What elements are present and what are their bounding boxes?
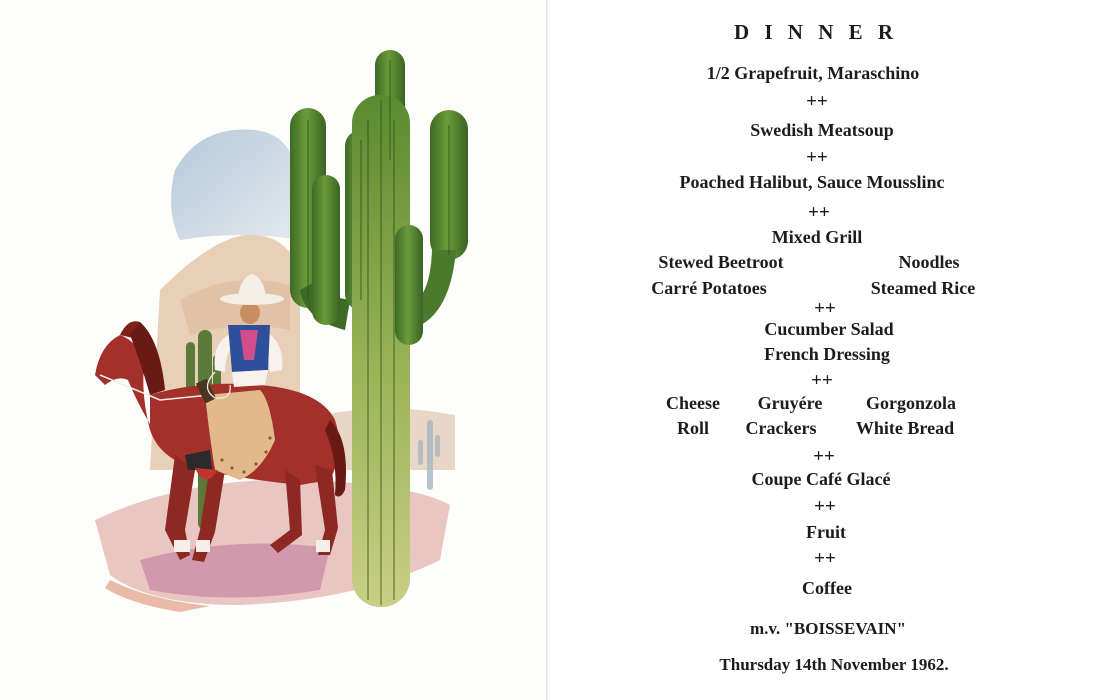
course-separator: ++	[806, 147, 828, 168]
course-separator: ++	[808, 202, 830, 223]
menu-item-main: Mixed Grill	[771, 227, 863, 247]
menu-item-fish: Poached Halibut, Sauce Mousslinc	[679, 172, 945, 192]
menu-item-salad: Cucumber Salad	[764, 319, 894, 339]
cowboy-cactus-illustration	[0, 0, 546, 700]
course-separator: ++	[806, 91, 828, 112]
menu-item-bread: Crackers	[745, 418, 817, 438]
course-separator: ++	[814, 496, 836, 517]
course-separator: ++	[813, 446, 835, 467]
menu-item-dessert: Coupe Café Glacé	[751, 469, 891, 489]
menu-item-cheese: Gruyére	[757, 393, 823, 413]
menu-item-side: Carré Potatoes	[651, 278, 767, 298]
menu-item-side: Noodles	[898, 252, 960, 272]
sky-wash	[171, 130, 300, 241]
menu-item-soup: Swedish Meatsoup	[750, 120, 894, 140]
menu-item-bread: Roll	[676, 418, 710, 438]
menu-item-coffee: Coffee	[802, 578, 852, 598]
illustration-page	[0, 0, 546, 700]
menu-item-fruit: Fruit	[806, 522, 846, 542]
menu-item-starter: 1/2 Grapefruit, Maraschino	[706, 63, 920, 83]
menu-item-dressing: French Dressing	[764, 344, 890, 364]
ship-name: m.v. "BOISSEVAIN"	[749, 619, 907, 638]
menu-item-cheese: Cheese	[666, 393, 720, 413]
menu-item-side: Stewed Beetroot	[658, 252, 784, 272]
menu-item-side: Steamed Rice	[870, 278, 976, 298]
menu-date: Thursday 14th November 1962.	[719, 655, 949, 674]
menu-title: D I N N E R	[733, 20, 899, 44]
menu-item-bread: White Bread	[855, 418, 955, 438]
menu-item-cheese: Gorgonzola	[866, 393, 956, 413]
course-separator: ++	[811, 370, 833, 391]
menu-page	[548, 0, 1100, 700]
course-separator: ++	[814, 298, 836, 319]
course-separator: ++	[814, 548, 836, 569]
